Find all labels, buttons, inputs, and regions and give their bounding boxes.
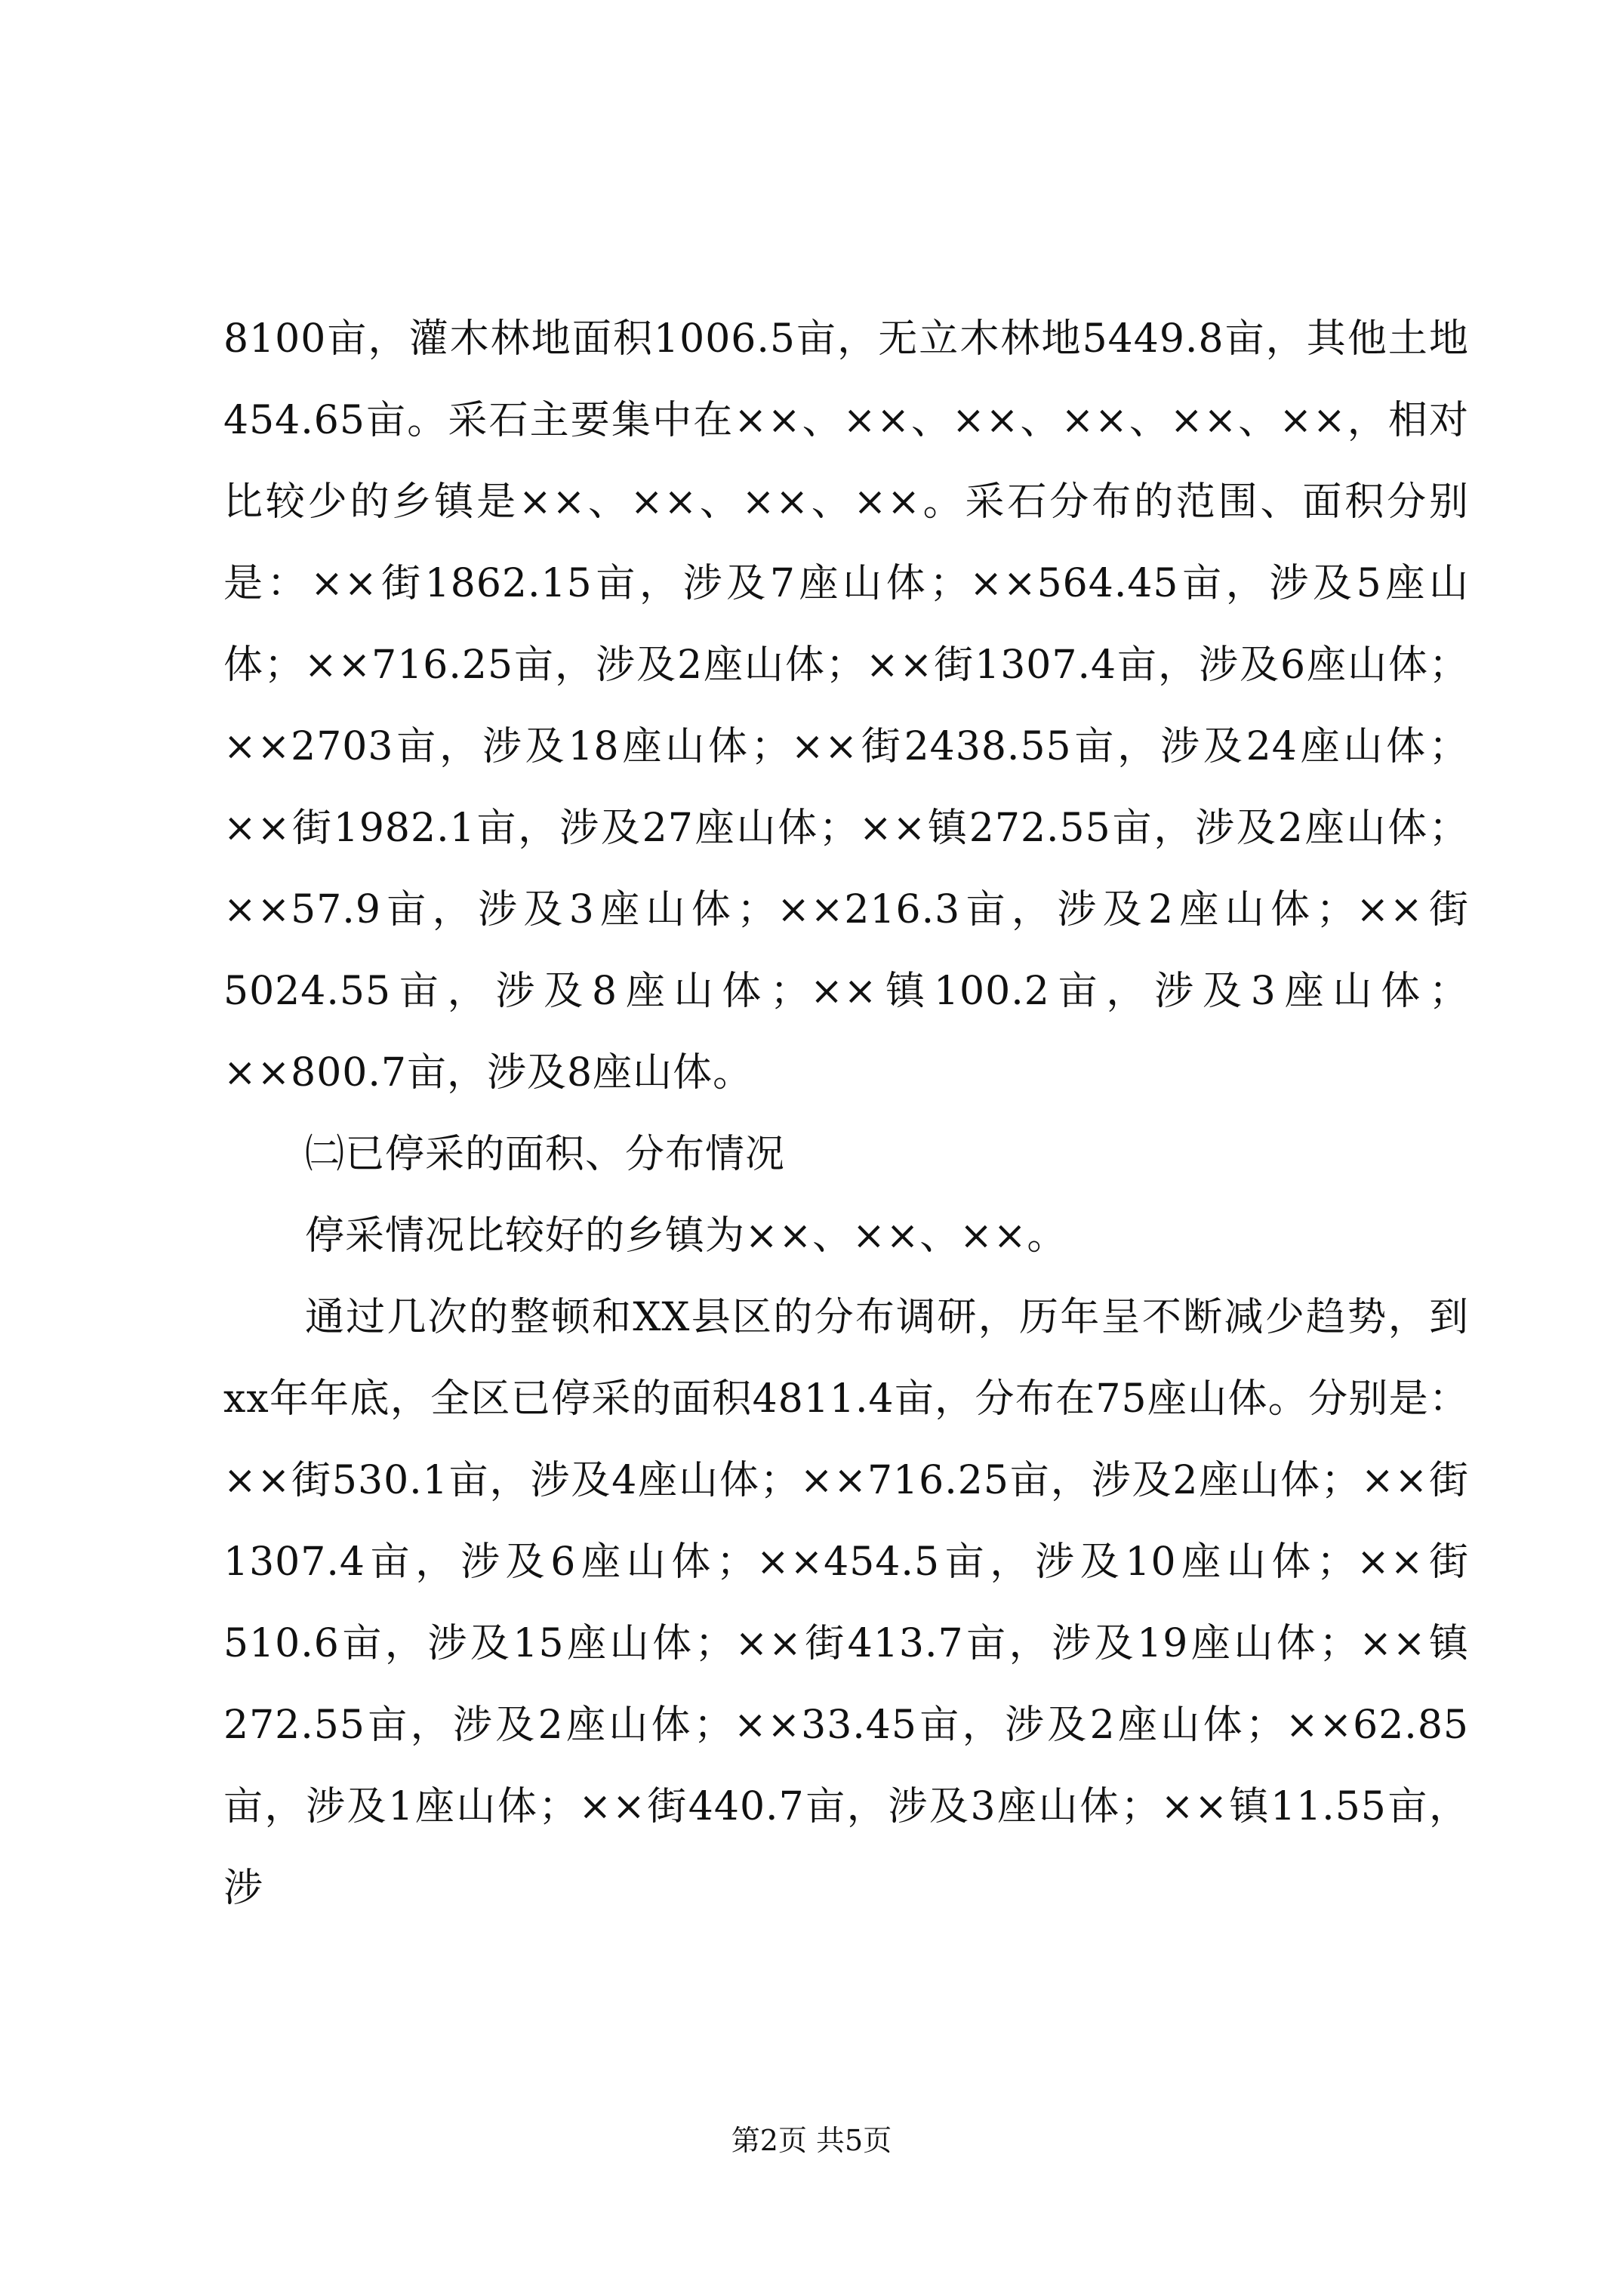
page-footer: 第2页 共5页: [731, 2124, 892, 2157]
document-body: [223, 298, 1469, 1929]
section-heading: ㈡已停采的面积、分布情况: [305, 1132, 786, 1177]
paragraph-stopped-area: 通过几次的整顿和XX县区的分布调研，历年呈不断减少趋势，到xx年年底，全区已停采的面积4811.4亩，分布在75座山体。分别是：××街530.1亩，涉及4座山体；××716.25亩，涉及2座山体；××街1307.4亩，涉及6座山体；××454.5亩，涉及10座山体；××街510.6亩，涉及15座山体；××街413.7亩，涉及19座山体；××镇272.55亩，涉及2座山体；××33.45亩，涉及2座山体；××62.85亩，涉及1座山体；××街440.7亩，涉及3座山体；××镇11.55亩，涉: [223, 1295, 1469, 1911]
paragraph-stopped-towns: 停采情况比较好的乡镇为××、××、××。: [305, 1213, 1067, 1259]
paragraph-continued: 8100亩，灌木林地面积1006.5亩，无立木林地5449.8亩，其他土地454.65亩。采石主要集中在××、××、××、××、××、××，相对比较少的乡镇是××、××、××、××。采石分布的范围、面积分别是：××街1862.15亩，涉及7座山体；××564.45亩，涉及5座山体；××716.25亩，涉及2座山体；××街1307.4亩，涉及6座山体；××2703亩，涉及18座山体；××街2438.55亩，涉及24座山体；××街1982.1亩，涉及27座山体；××镇272.55亩，涉及2座山体；××57.9亩，涉及3座山体；××216.3亩，涉及2座山体；××街5024.55亩，涉及8座山体；××镇100.2亩，涉及3座山体；××800.7亩，涉及8座山体。: [223, 316, 1469, 1096]
